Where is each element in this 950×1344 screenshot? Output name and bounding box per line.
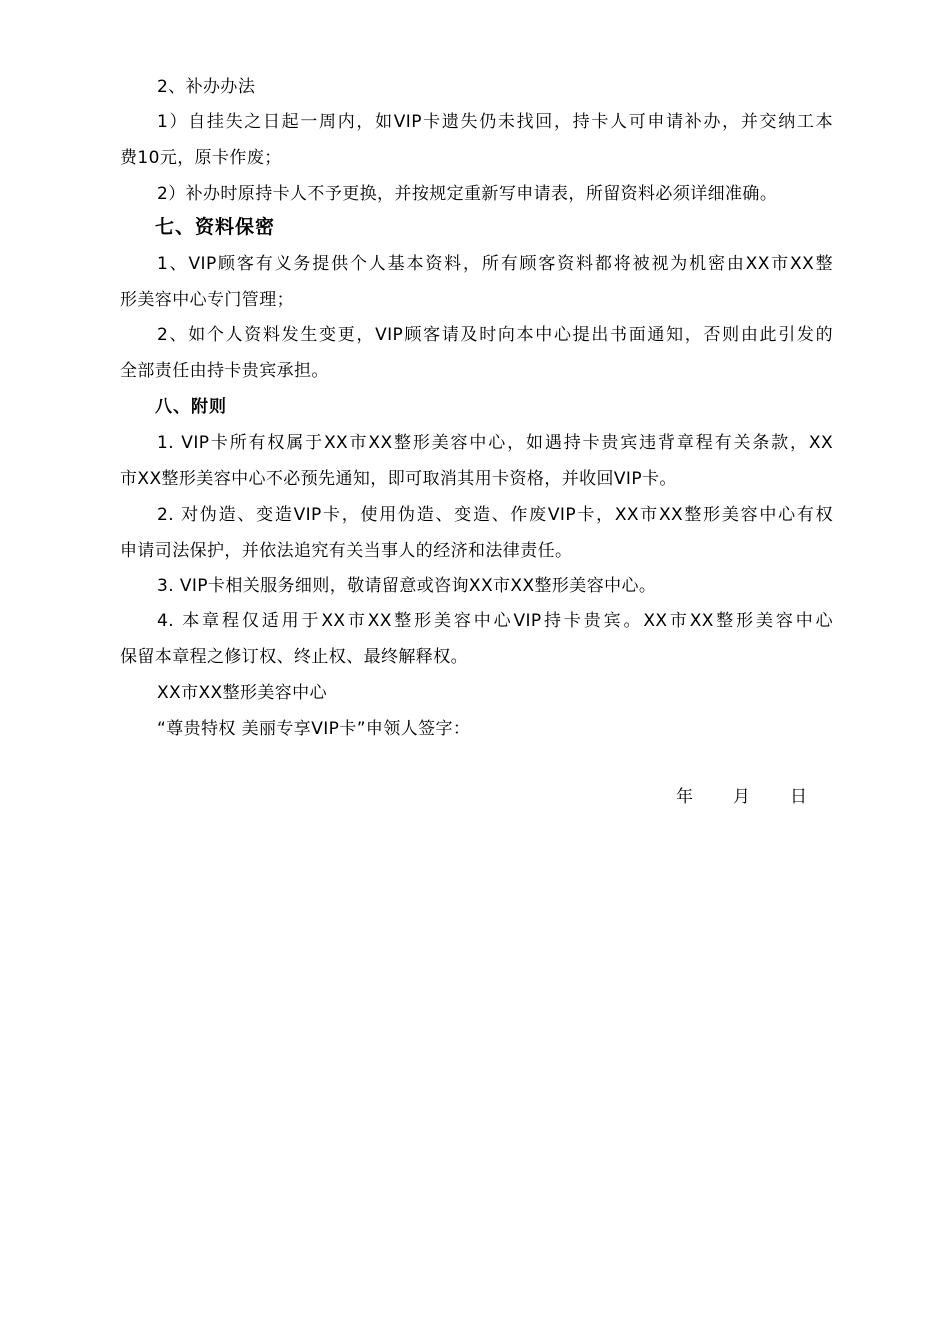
section-2-item-2: 2）补办时原持卡人不予更换，并按规定重新写申请表，所留资料必须详细准确。 xyxy=(157,184,778,204)
section-2-title: 2、补办办法 xyxy=(157,77,256,97)
issuer-name: XX市XX整形美容中心 xyxy=(157,683,327,703)
section-2-item-1-line-2: 费10元，原卡作废； xyxy=(120,148,282,168)
section-8-item-4-line-2: 保留本章程之修订权、终止权、最终解释权。 xyxy=(120,647,468,667)
section-8-heading: 八、附则 xyxy=(155,397,227,417)
section-8-item-1-line-1: 1. VIP卡所有权属于XX市XX整形美容中心，如遇持卡贵宾违背章程有关条款，XX xyxy=(157,433,833,453)
section-7-item-2-line-1: 2、如个人资料发生变更，VIP顾客请及时向本中心提出书面通知，否则由此引发的 xyxy=(157,325,833,345)
section-8-item-4-line-1: 4. 本章程仅适用于XX市XX整形美容中心VIP持卡贵宾。XX市XX整形美容中心 xyxy=(157,611,833,631)
section-8-item-1-line-2: 市XX整形美容中心不必预先通知，即可取消其用卡资格，并收回VIP卡。 xyxy=(120,469,677,489)
section-2-item-1-line-1: 1）自挂失之日起一周内，如VIP卡遗失仍未找回，持卡人可申请补办，并交纳工本 xyxy=(157,112,833,132)
section-7-heading: 七、资料保密 xyxy=(155,216,276,238)
section-7-item-2-line-2: 全部责任由持卡贵宾承担。 xyxy=(120,361,329,381)
section-8-item-2-line-2: 申请司法保护，并依法追究有关当事人的经济和法律责任。 xyxy=(120,541,573,561)
date-year: 年 xyxy=(676,787,693,807)
signature-label: “尊贵特权 美丽专享VIP卡”申领人签字： xyxy=(157,719,471,739)
date-month: 月 xyxy=(733,787,750,807)
section-7-item-1-line-2: 形美容中心专门管理； xyxy=(120,290,294,310)
section-8-item-2-line-1: 2. 对伪造、变造VIP卡，使用伪造、变造、作废VIP卡，XX市XX整形美容中心有权 xyxy=(157,505,833,525)
section-7-item-1-line-1: 1、VIP顾客有义务提供个人基本资料，所有顾客资料都将被视为机密由XX市XX整 xyxy=(157,254,833,274)
date-day: 日 xyxy=(790,787,807,807)
section-8-item-3: 3. VIP卡相关服务细则，敬请留意或咨询XX市XX整形美容中心。 xyxy=(157,576,657,596)
